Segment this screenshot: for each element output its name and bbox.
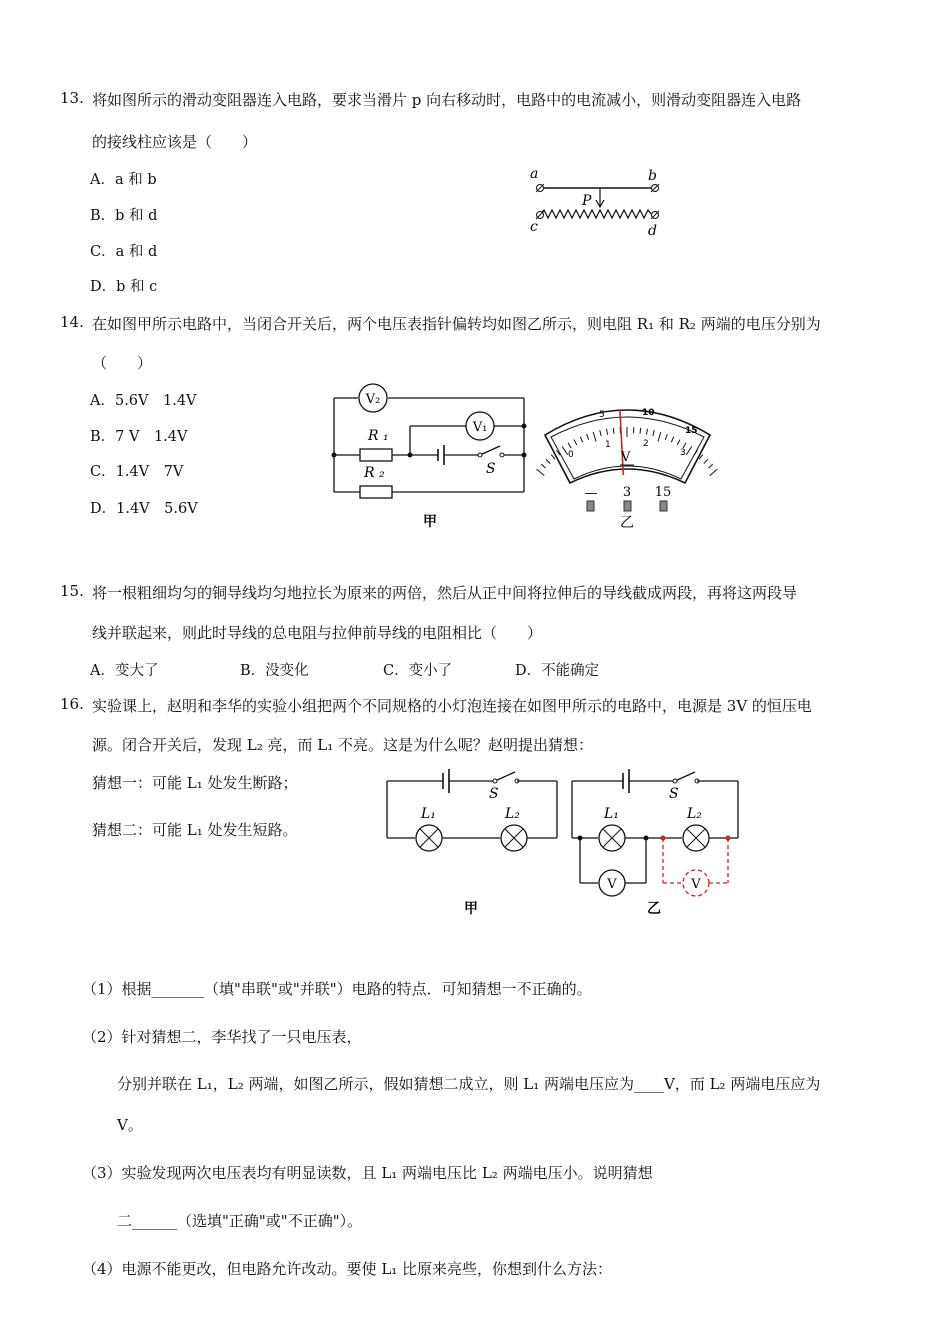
terminal-15-label: 15 (654, 485, 672, 500)
q14-option-b: B．7 V 1.4V (90, 429, 188, 445)
dial-tick (546, 459, 550, 463)
q13-option-c: C．a 和 d (90, 244, 158, 260)
r2-label: R ₂ (364, 465, 385, 481)
q13-stem-line2: 的接线柱应该是（ ） (92, 133, 258, 151)
q14-option-a: A．5.6V 1.4V (90, 393, 197, 409)
q16-sub2-line2: 分别并联在 L₁，L₂ 两端，如图乙所示，假如猜想二成立，则 L₁ 两端电压应为____V，而 L₂ 两端电压应为 (117, 1075, 821, 1093)
yi-voltmeter-dashed-label: V (691, 877, 701, 892)
dial-lower-tick-2: 2 (643, 439, 649, 449)
dial-tick (710, 469, 718, 475)
dial-lower-tick-3: 3 (680, 448, 686, 458)
yi-l2-label: L₂ (687, 806, 702, 822)
r1-label: R ₁ (368, 428, 389, 444)
yi-l1-label: L₁ (604, 806, 619, 822)
q13-stem-line1: 将如图所示的滑动变阻器连入电路，要求当滑片 p 向右移动时，电路中的电流减小，则滑动变阻器连入电路 (92, 91, 802, 109)
rheostat-figure (520, 160, 680, 240)
voltmeter-dial-figure (535, 395, 720, 530)
dial-tick (541, 464, 545, 468)
q14-stem-line1: 在如图甲所示电路中，当闭合开关后，两个电压表指针偏转均如图乙所示，则电阻 R₁ 和 R₂ 两端的电压分别为 (92, 315, 821, 333)
q16-sub2-line3: V。 (117, 1116, 143, 1134)
circuit-jia-figure (330, 380, 530, 530)
q16-stem-line2: 源。闭合开关后，发现 L₂ 亮，而 L₁ 不亮。这是为什么呢？赵明提出猜想： (92, 736, 594, 754)
dial-tick (551, 455, 555, 460)
jia-caption: 甲 (464, 901, 478, 917)
terminal-c-label: c (530, 219, 538, 235)
dial-upper-tick-5: 5 (599, 410, 605, 420)
q15-stem-line2: 线并联起来，则此时导线的总电阻与拉伸前导线的电阻相比（ ） (92, 624, 543, 642)
q16-sub4: （4）电源不能更改，但电路允许改动。要使 L₁ 比原来亮些，你想到什么方法： (82, 1260, 613, 1278)
q13-option-d: D．b 和 c (90, 279, 158, 295)
q15-option-d: D．不能确定 (515, 663, 600, 679)
q15-number: 15. (60, 582, 84, 600)
dial-unit-label: V (621, 450, 631, 465)
q16-stem-line1: 实验课上，赵明和李华的实验小组把两个不同规格的小灯泡连接在如图甲所示的电路中，电源是 3V 的恒压电 (92, 697, 812, 715)
dial-tick (613, 428, 614, 434)
q16-number: 16. (60, 695, 84, 713)
dial-tick (704, 459, 708, 463)
q16-guess-2: 猜想二：可能 L₁ 处发生短路。 (92, 821, 298, 839)
dial-upper-tick-15: 15 (685, 426, 698, 436)
q16-guess-1: 猜想一：可能 L₁ 处发生断路； (92, 774, 298, 792)
q13-option-a: A．a 和 b (90, 172, 157, 188)
q13-option-b: B．b 和 d (90, 208, 158, 224)
dial-tick (537, 469, 545, 475)
q15-option-c: C．变小了 (383, 663, 453, 679)
terminal-negative-label: — (584, 486, 598, 501)
voltmeter-v2-label: V₂ (365, 392, 381, 407)
q14-stem-line2: （ ） (92, 354, 153, 372)
dial-upper-tick-10: 10 (642, 408, 655, 418)
voltmeter-v1-label: V₁ (472, 420, 488, 435)
terminal-b-label: b (648, 168, 657, 184)
yi-caption: 乙 (647, 901, 661, 917)
dial-tick (640, 428, 641, 434)
dial-tick (708, 464, 712, 468)
figure-jia-caption: 甲 (423, 514, 437, 530)
q13-number: 13. (60, 89, 84, 107)
q15-option-a: A．变大了 (90, 663, 159, 679)
jia-switch-label: S (489, 786, 499, 802)
q14-option-c: C．1.4V 7V (90, 464, 184, 480)
terminal-d-label: d (648, 223, 657, 239)
terminal-3-label: 3 (622, 485, 632, 500)
slider-p-label: P (582, 193, 592, 209)
switch-s-label: S (486, 461, 496, 477)
q15-stem-line1: 将一根粗细均匀的铜导线均匀地拉长为原来的两倍，然后从正中间将拉伸后的导线截成两段，再将这两段导 (92, 584, 798, 602)
figure-yi-caption: 乙 (620, 515, 634, 531)
dial-lower-tick-0: 0 (568, 450, 574, 460)
bulb-circuit-jia (385, 765, 560, 920)
q16-sub1: （1）根据_______（填"串联"或"并联"）电路的特点．可知猜想一不正确的。 (82, 980, 592, 998)
yi-voltmeter-solid-label: V (607, 877, 617, 892)
q16-sub3-line2: 二______（选填"正确"或"不正确"）。 (117, 1212, 363, 1230)
yi-switch-label: S (669, 786, 679, 802)
q14-number: 14. (60, 313, 84, 331)
bulb-circuit-yi (568, 765, 743, 920)
q14-option-d: D．1.4V 5.6V (90, 501, 198, 517)
dial-lower-tick-1: 1 (605, 440, 611, 450)
jia-l2-label: L₂ (505, 806, 520, 822)
q15-option-b: B．没变化 (240, 663, 309, 679)
jia-l1-label: L₁ (421, 806, 436, 822)
q16-sub3: （3）实验发现两次电压表均有明显读数，且 L₁ 两端电压比 L₂ 两端电压小。说明猜想 (82, 1164, 653, 1182)
q16-sub2: （2）针对猜想二，李华找了一只电压表， (82, 1028, 362, 1046)
terminal-a-label: a (530, 166, 539, 182)
